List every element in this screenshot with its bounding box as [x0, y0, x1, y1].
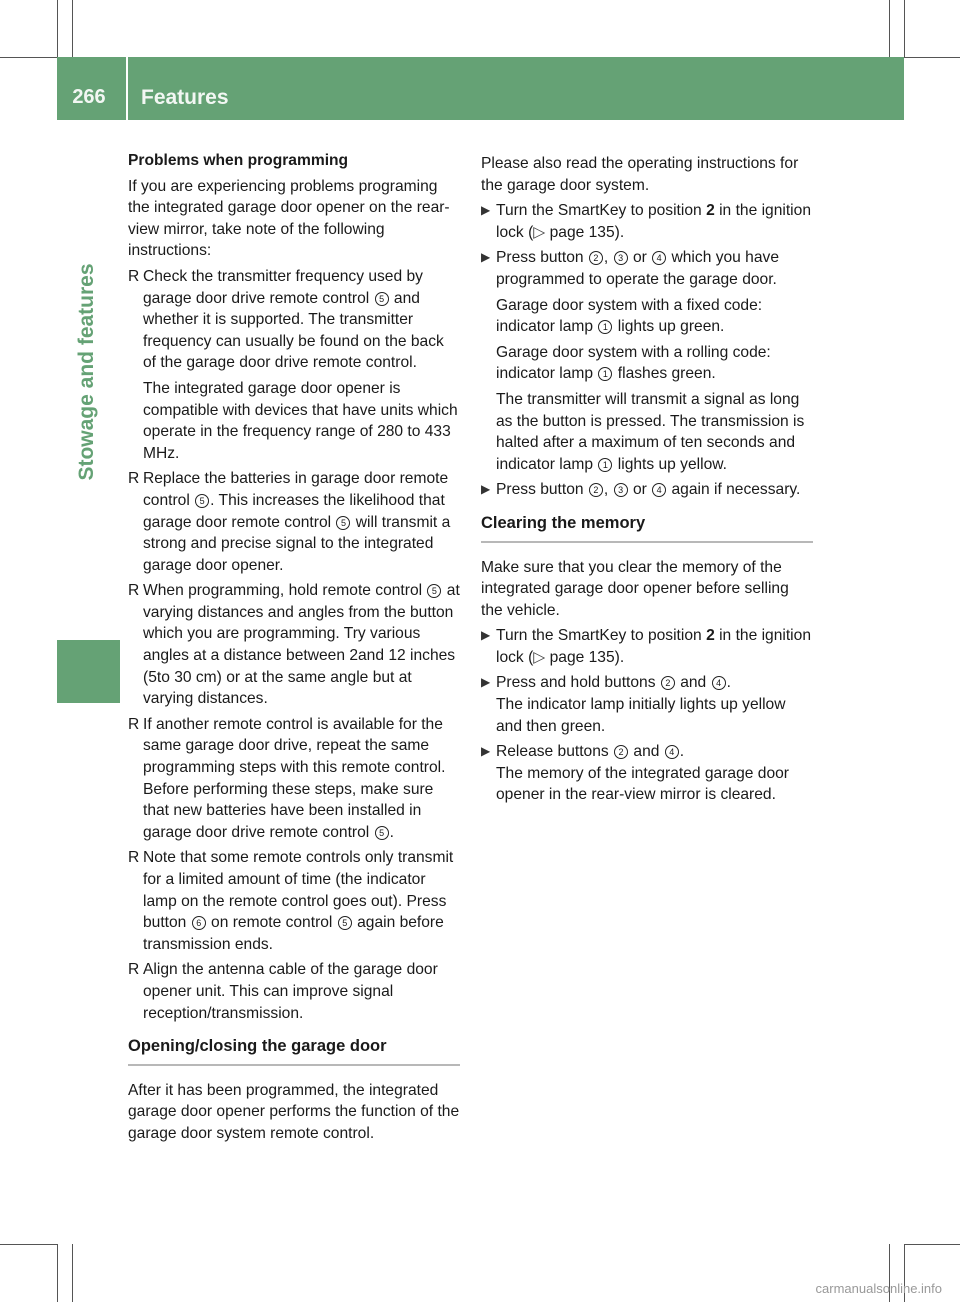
bullet-icon: R — [128, 715, 140, 733]
crop-mark — [0, 1244, 57, 1245]
right-column — [481, 153, 813, 810]
step-item: ▶ Press button 2 , 3 or 4 again if necessary. — [481, 479, 813, 501]
callout-2-icon: 2 — [614, 745, 628, 759]
callout-5-icon: 5 — [195, 494, 209, 508]
crop-mark — [72, 1244, 73, 1302]
callout-1-icon: 1 — [598, 367, 612, 381]
callout-5-icon: 5 — [427, 584, 441, 598]
crop-mark — [72, 0, 73, 57]
callout-4-icon: 4 — [652, 251, 666, 265]
callout-2-icon: 2 — [661, 676, 675, 690]
callout-5-icon: 5 — [375, 292, 389, 306]
callout-2-icon: 2 — [589, 251, 603, 265]
callout-1-icon: 1 — [598, 320, 612, 334]
header-divider — [126, 57, 128, 120]
step-result: Garage door system with a rolling code: indicator lamp 1 flashes green. — [496, 343, 771, 383]
step-result: Garage door system with a fixed code: indicator lamp 1 lights up green. — [496, 296, 763, 336]
callout-5-icon: 5 — [336, 516, 350, 530]
callout-5-icon: 5 — [375, 826, 389, 840]
bullet-icon: R — [128, 961, 140, 979]
crop-mark — [57, 1244, 58, 1302]
operating-intro: Please also read the operating instructions for the garage door system. — [481, 155, 799, 194]
list-item: R If another remote control is available for the same garage door drive, repeat the same programming steps with this remote control. Before performing these steps, make sure that new batteries have been installed in garage door drive remote control 5 . — [128, 714, 460, 844]
list-item: R When programming, hold remote control 5 at varying distances and angles from the button which you are programming. Try various angles at a distance between 2and 12 inches (5to 30 cm) or at the same angle but at varying distances. — [128, 580, 460, 710]
step-item: ▶ Turn the SmartKey to position 2 in the ignition lock (▷ page 135). — [481, 200, 813, 243]
clearing-heading: Clearing the memory — [481, 513, 813, 543]
callout-1-icon: 1 — [598, 458, 612, 472]
callout-4-icon: 4 — [652, 483, 666, 497]
step-item: ▶ Release buttons 2 and 4 . The memory of the integrated garage door opener in the rear-view mirror is cleared. — [481, 741, 813, 806]
arrow-right-icon: ▶ — [481, 250, 491, 265]
list-item-note: The integrated garage door opener is compatible with devices that have units which operate in the frequency range of 280 to 433 MHz. — [143, 379, 458, 462]
callout-4-icon: 4 — [665, 745, 679, 759]
page-ref-icon: ▷ — [533, 223, 546, 241]
bullet-icon: R — [128, 470, 140, 488]
list-item: R Check the transmitter frequency used by garage door drive remote control 5 and whether it is supported. The transmitter frequency can usually be found on the back of the garage door drive remote control. — [128, 266, 460, 374]
left-column — [128, 150, 460, 1149]
arrow-right-icon: ▶ — [481, 628, 491, 643]
page-reference[interactable]: page 135 — [549, 223, 615, 241]
opening-heading: Opening/closing the garage door — [128, 1036, 460, 1066]
watermark: carmanualsonline.info — [815, 1281, 942, 1296]
list-item: R Replace the batteries in garage door remote control 5 . This increases the likelihood that garage door remote control 5 will transmit a strong and precise signal to the integrated garage door opener. — [128, 468, 460, 576]
bullet-icon: R — [128, 582, 140, 600]
step-item: ▶ Turn the SmartKey to position 2 in the ignition lock (▷ page 135). — [481, 625, 813, 668]
arrow-right-icon: ▶ — [481, 203, 491, 218]
side-tab-marker — [57, 640, 120, 703]
arrow-right-icon: ▶ — [481, 744, 491, 759]
list-item: R Align the antenna cable of the garage door opener unit. This can improve signal reception/transmission. — [128, 959, 460, 1024]
opening-text: After it has been programmed, the integrated garage door opener performs the function of the garage door system remote control. — [128, 1081, 460, 1142]
crop-mark — [904, 1244, 960, 1245]
side-tab — [57, 120, 120, 640]
crop-mark — [57, 0, 58, 57]
page-title: Features — [141, 86, 229, 109]
crop-mark — [889, 0, 890, 57]
callout-2-icon: 2 — [589, 483, 603, 497]
page-ref-icon: ▷ — [533, 648, 546, 666]
list-item: R Note that some remote controls only transmit for a limited amount of time (the indicator lamp on the remote control goes out). Press button 6 on remote control 5 again before transmission ends. — [128, 847, 460, 955]
step-item: ▶ Press button 2 , 3 or 4 which you have programmed to operate the garage door. — [481, 247, 813, 290]
callout-4-icon: 4 — [712, 676, 726, 690]
page-reference[interactable]: page 135 — [549, 648, 615, 666]
crop-mark — [0, 57, 57, 58]
page-number: 266 — [72, 86, 106, 108]
bullet-icon: R — [128, 849, 140, 867]
step-item: ▶ Press and hold buttons 2 and 4 . The indicator lamp initially lights up yellow and then green. — [481, 672, 813, 737]
crop-mark — [904, 0, 905, 57]
callout-3-icon: 3 — [614, 483, 628, 497]
arrow-right-icon: ▶ — [481, 675, 491, 690]
arrow-right-icon: ▶ — [481, 482, 491, 497]
callout-6-icon: 6 — [192, 916, 206, 930]
step-result: The transmitter will transmit a signal as long as the button is pressed. The transmission is halted after a maximum of ten seconds and indicator lamp 1 lights up yellow. — [496, 390, 805, 473]
problems-heading: Problems when programming — [128, 152, 349, 169]
callout-3-icon: 3 — [614, 251, 628, 265]
crop-mark — [904, 57, 960, 58]
bullet-icon: R — [128, 267, 140, 285]
clearing-text: Make sure that you clear the memory of the integrated garage door opener before selling the vehicle. — [481, 558, 789, 619]
side-tab-label: Stowage and features — [75, 263, 98, 481]
problems-intro: If you are experiencing problems programing the integrated garage door opener on the rear-view mirror, take note of the following instructions: — [128, 177, 450, 260]
callout-5-icon: 5 — [338, 916, 352, 930]
